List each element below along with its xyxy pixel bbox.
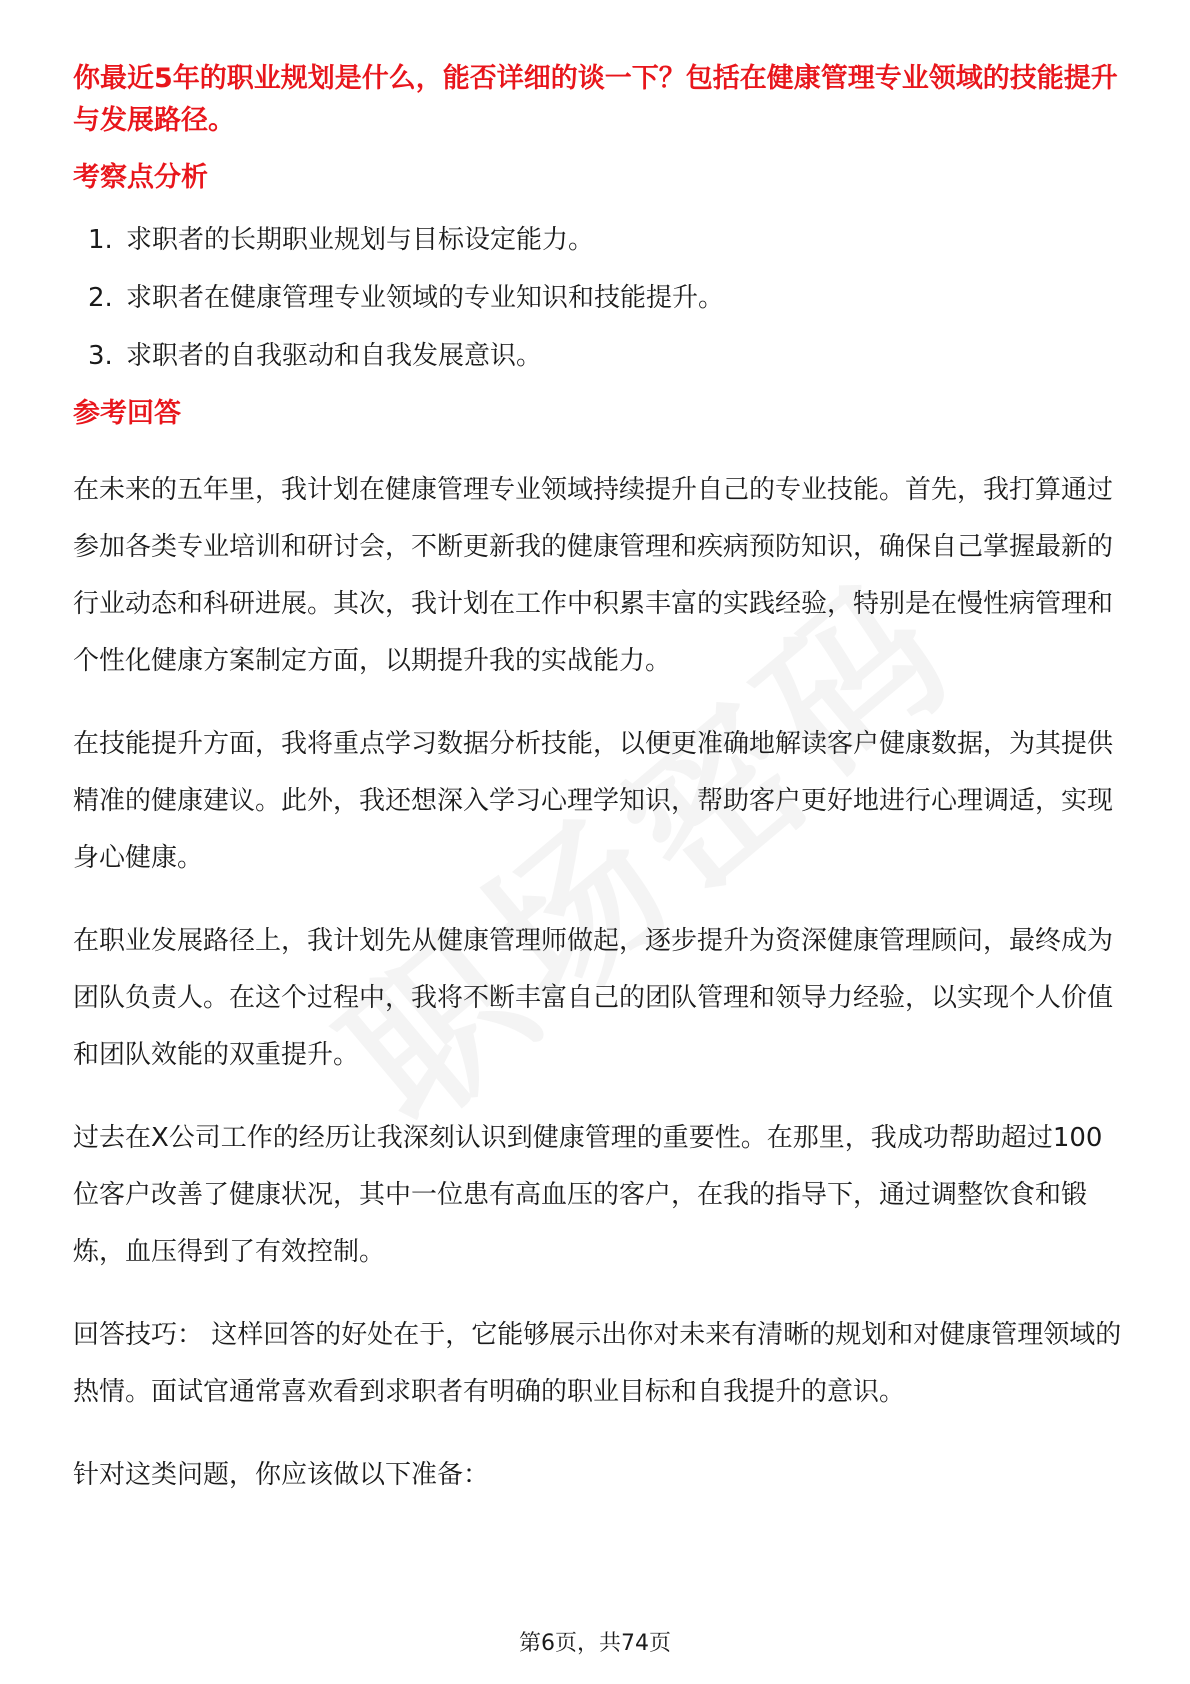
answer-paragraph: 过去在X公司工作的经历让我深刻认识到健康管理的重要性。在那里，我成功帮助超过100位客户改善了健康状况，其中一位患有高血压的客户，在我的指导下，通过调整饮食和锻炼，血压得到了有效控制。: [73, 1123, 1103, 1267]
list-item-text: 求职者在健康管理专业领域的专业知识和技能提升。: [126, 283, 725, 313]
page-content: [73, 58, 1123, 1504]
list-item-text: 求职者的自我驱动和自我发展意识。: [126, 341, 543, 371]
list-item: [88, 336, 1123, 376]
preparation-intro: 针对这类问题，你应该做以下准备：: [73, 1460, 490, 1490]
list-item: [88, 220, 1123, 260]
analysis-list: [73, 220, 1123, 376]
list-item-number: 2.: [88, 283, 113, 313]
list-item-number: 1.: [88, 225, 113, 255]
list-item: [88, 278, 1123, 318]
page-number: 第6页，共74页: [519, 1631, 671, 1656]
answer-paragraph: 在技能提升方面，我将重点学习数据分析技能，以便更准确地解读客户健康数据，为其提供精准的健康建议。此外，我还想深入学习心理学知识，帮助客户更好地进行心理调适，实现身心健康。: [73, 729, 1114, 873]
answer-paragraph: 在未来的五年里，我计划在健康管理专业领域持续提升自己的专业技能。首先，我打算通过参加各类专业培训和研讨会，不断更新我的健康管理和疾病预防知识，确保自己掌握最新的行业动态和科研进展。其次，我计划在工作中积累丰富的实践经验，特别是在慢性病管理和个性化健康方案制定方面，以期提升我的实战能力。: [73, 475, 1114, 676]
list-item-text: 求职者的长期职业规划与目标设定能力。: [126, 225, 595, 255]
analysis-title: 考察点分析: [73, 162, 208, 193]
answer-paragraph: 在职业发展路径上，我计划先从健康管理师做起，逐步提升为资深健康管理顾问，最终成为团队负责人。在这个过程中，我将不断丰富自己的团队管理和领导力经验，以实现个人价值和团队效能的双重提升。: [73, 926, 1114, 1070]
tips-paragraph: 回答技巧： 这样回答的好处在于，它能够展示出你对未来有清晰的规划和对健康管理领域的热情。面试官通常喜欢看到求职者有明确的职业目标和自我提升的意识。: [73, 1320, 1122, 1407]
reference-title: 参考回答: [73, 398, 181, 429]
list-item-number: 3.: [88, 341, 113, 371]
question-heading: 你最近5年的职业规划是什么，能否详细的谈一下？包括在健康管理专业领域的技能提升与发展路径。: [73, 63, 1118, 136]
